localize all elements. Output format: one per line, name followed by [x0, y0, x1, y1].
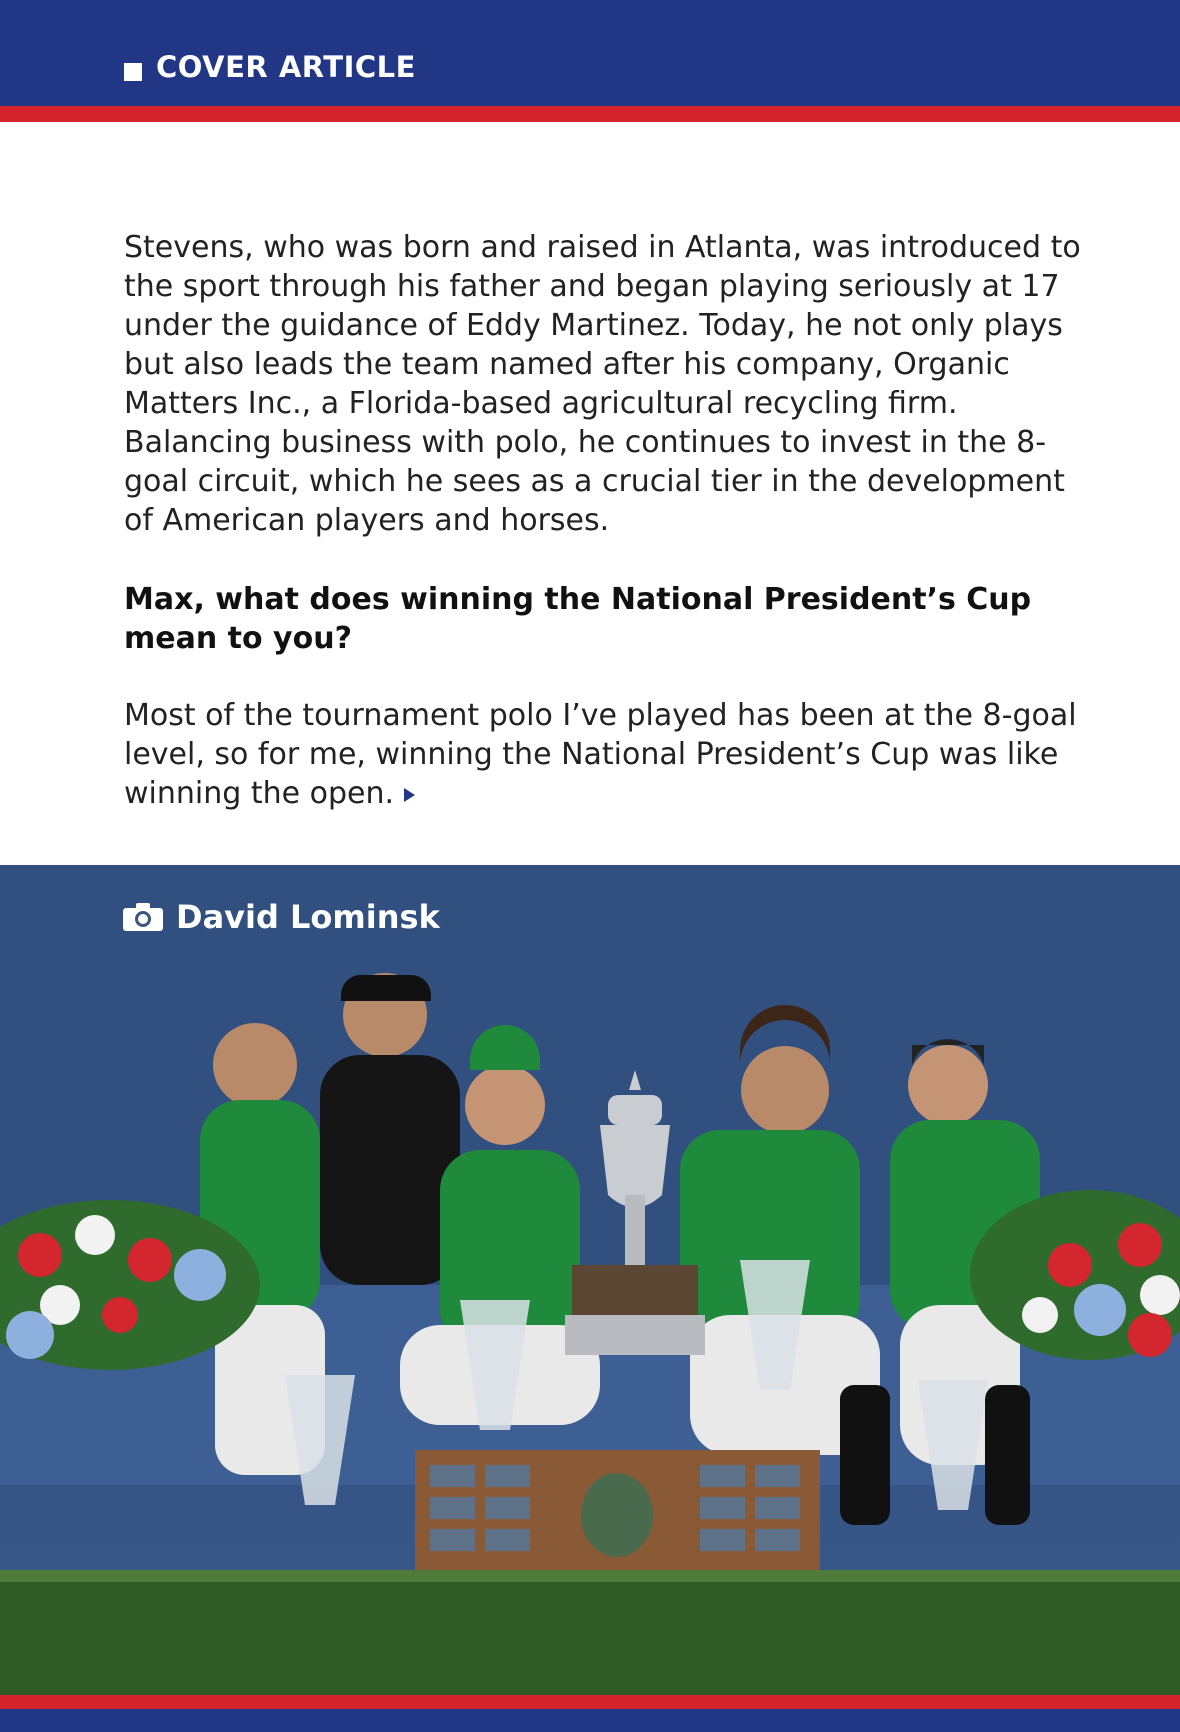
team-photo: [0, 865, 1180, 1695]
footer-accent-stripe: [0, 1695, 1180, 1709]
interview-question: Max, what does winning the National President’s Cup mean to you?: [124, 582, 1032, 656]
answer-text: Most of the tournament polo I’ve played has been at the 8-goal level, so for me, winning the National President’s Cup was like winning the open.: [124, 698, 1077, 811]
photo-credit-name: David Lominsk: [176, 898, 440, 936]
camera-icon: [122, 902, 164, 932]
square-bullet-icon: [124, 63, 142, 81]
header-accent-stripe: [0, 106, 1180, 122]
intro-paragraph: Stevens, who was born and raised in Atlanta, was introduced to the sport through his father and began playing seriously at 17 under the guidance of Eddy Martinez. Today, he not only plays but also leads the team named after his company, Organic Matters Inc., a Florida-based agricultural recycling firm. Balancing business with polo, he continues to invest in the 8-goal circuit, which he sees as a crucial tier in the development of American players and horses.: [124, 230, 1081, 538]
interview-answer: [124, 696, 1084, 813]
section-label: COVER ARTICLE: [156, 50, 416, 84]
footer-bar: [0, 1709, 1180, 1732]
team-photo-illustration: [0, 865, 1180, 1695]
article-body: [124, 228, 1084, 813]
photo-credit: [122, 898, 440, 936]
triangle-right-icon: [404, 788, 415, 802]
